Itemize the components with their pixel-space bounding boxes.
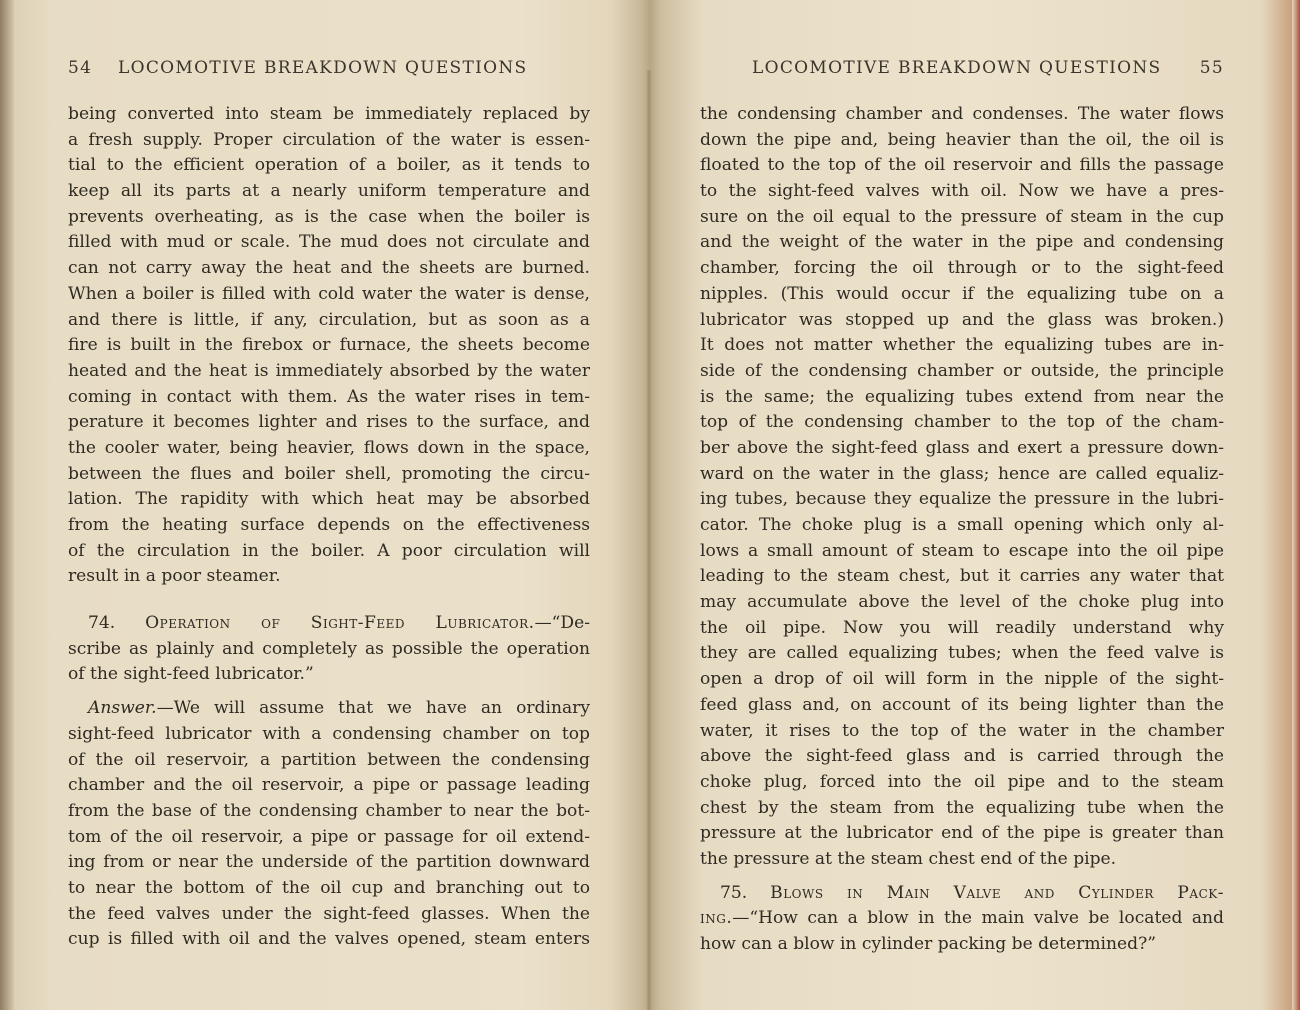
text-line: is the same; the equalizing tubes extend from near the — [700, 386, 1224, 407]
text-line: to near the bottom of the oil cup and branching out to — [68, 877, 590, 898]
right-page-edge — [1292, 0, 1300, 1010]
question-75-heading-end: ing. — [700, 908, 733, 929]
right-running-head: LOCOMOTIVE BREAKDOWN QUESTIONS — [752, 58, 1162, 78]
answer-first-line-rest: —We will assume that we have an ordinary — [156, 698, 590, 719]
text-line: filled with mud or scale. The mud does not circulate and — [68, 232, 590, 253]
question-75-heading: Blows in Main Valve and Cylinder Pack- — [770, 882, 1224, 903]
left-page — [68, 0, 590, 1010]
right-page-body — [700, 102, 1224, 958]
left-running-head: LOCOMOTIVE BREAKDOWN QUESTIONS — [118, 58, 528, 78]
answer-first-line — [68, 696, 590, 722]
text-line: open a drop of oil will form in the nipple of the sight- — [700, 669, 1224, 690]
text-line: the feed valves under the sight-feed glasses. When the — [68, 903, 590, 924]
text-line: floated to the top of the oil reservoir and fills the passage — [700, 155, 1224, 176]
question-74-heading: Operation of Sight-Feed Lubricator. — [145, 613, 535, 634]
left-running-header — [68, 58, 590, 84]
text-line: how can a blow in cylinder packing be determined?” — [700, 934, 1156, 954]
question-75-second-line — [700, 906, 1224, 932]
left-page-number: 54 — [68, 58, 93, 78]
text-line: from the base of the condensing chamber to near the bot- — [68, 800, 590, 821]
text-line: nipples. (This would occur if the equalizing tube on a — [700, 283, 1224, 304]
book-gutter — [646, 70, 652, 1010]
right-running-header — [700, 58, 1224, 84]
text-line: a fresh supply. Proper circulation of the water is essen- — [68, 129, 590, 150]
text-line: the condensing chamber and condenses. The water flows — [700, 104, 1224, 124]
right-paragraph-1 — [700, 102, 1224, 873]
text-line: tial to the efficient operation of a boiler, as it tends to — [68, 155, 590, 176]
text-line: feed glass and, on account of its being lighter than the — [700, 694, 1224, 715]
text-line: tom of the oil reservoir, a pipe or passage for oil extend- — [68, 826, 590, 847]
answer-label: Answer. — [88, 698, 157, 719]
question-74-number: 74. — [88, 613, 116, 634]
text-line: scribe as plainly and completely as possible the operation — [68, 638, 590, 659]
text-line: perature it becomes lighter and rises to the surface, and — [68, 412, 590, 433]
text-line: leading to the steam chest, but it carries any water that — [700, 566, 1224, 587]
text-line: ing tubes, because they equalize the pressure in the lubri- — [700, 489, 1224, 510]
question-75-heading-line — [700, 881, 1224, 907]
answer-74 — [68, 696, 590, 953]
question-75-question-start: —“How can a blow in the main valve be located and — [732, 908, 1224, 929]
question-74-heading-line — [68, 611, 590, 637]
text-line: top of the condensing chamber to the top of the cham- — [700, 412, 1224, 433]
text-line: ber above the sight-feed glass and exert a pressure down- — [700, 437, 1224, 458]
text-line: to the sight-feed valves with oil. Now we have a pres- — [700, 181, 1224, 202]
text-line: and there is little, if any, circulation, but as soon as a — [68, 309, 590, 330]
right-page — [700, 0, 1224, 1010]
text-line: sight-feed lubricator with a condensing chamber on top — [68, 723, 590, 744]
text-line: from the heating surface depends on the effectiveness — [68, 515, 590, 535]
text-line: of the circulation in the boiler. A poor circulation will — [68, 540, 590, 561]
text-line: keep all its parts at a nearly uniform temperature and — [68, 181, 590, 202]
text-line: pressure at the lubricator end of the pipe is greater than — [700, 823, 1224, 844]
text-line: ing from or near the underside of the partition downward — [68, 852, 590, 873]
text-line: they are called equalizing tubes; when the feed valve is — [700, 643, 1224, 664]
text-line: chamber, forcing the oil through or to the sight-feed — [700, 258, 1224, 279]
text-line: prevents overheating, as is the case when the boiler is — [68, 206, 590, 227]
text-line: side of the condensing chamber or outside, the principle — [700, 360, 1224, 381]
text-line: may accumulate above the level of the choke plug into — [700, 592, 1224, 613]
text-line: When a boiler is filled with cold water the water is dense, — [68, 283, 590, 304]
text-line: ward on the water in the glass; hence are called equaliz- — [700, 463, 1224, 484]
text-line: the oil pipe. Now you will readily understand why — [700, 617, 1224, 638]
text-line: the cooler water, being heavier, flows down in the space, — [68, 437, 590, 458]
text-line: above the sight-feed glass and is carried through the — [700, 746, 1224, 767]
text-line: fire is built in the firebox or furnace, the sheets become — [68, 335, 590, 356]
paragraph-gap — [700, 873, 1224, 881]
text-line: coming in contact with them. As the water rises in tem- — [68, 386, 590, 407]
left-page-edge — [0, 0, 14, 1010]
text-line: down the pipe and, being heavier than the oil, the oil is — [700, 129, 1224, 150]
text-line: lation. The rapidity with which heat may be absorbed — [68, 489, 590, 510]
text-line: of the oil reservoir, a partition between the condensing — [68, 749, 590, 770]
text-line: of the sight-feed lubricator.” — [68, 664, 314, 685]
text-line: heated and the heat is immediately absorbed by the water — [68, 360, 590, 381]
question-75 — [700, 881, 1224, 958]
text-line: can not carry away the heat and the sheets are burned. — [68, 258, 590, 279]
text-line: water, it rises to the top of the water in the chamber — [700, 720, 1224, 741]
text-line: between the flues and boiler shell, promoting the circu- — [68, 463, 590, 484]
text-line: sure on the oil equal to the pressure of steam in the cup — [700, 206, 1224, 227]
text-line: It does not matter whether the equalizing tubes are in- — [700, 335, 1224, 356]
text-line: chamber and the oil reservoir, a pipe or passage leading — [68, 775, 590, 796]
right-page-number: 55 — [1199, 58, 1224, 78]
question-74-question-start: —“De- — [534, 613, 590, 634]
paragraph-gap — [68, 688, 590, 696]
paragraph-gap — [68, 590, 590, 611]
text-line: cator. The choke plug is a small opening which only al- — [700, 515, 1224, 535]
question-75-number: 75. — [720, 882, 748, 903]
text-line: being converted into steam be immediately replaced by — [68, 104, 590, 124]
text-line: and the weight of the water in the pipe and condensing — [700, 232, 1224, 253]
text-line: choke plug, forced into the oil pipe and to the steam — [700, 771, 1224, 792]
text-line: lubricator was stopped up and the glass was broken.) — [700, 309, 1224, 330]
text-line: lows a small amount of steam to escape into the oil pipe — [700, 540, 1224, 561]
question-74 — [68, 611, 590, 688]
left-page-body — [68, 102, 590, 953]
text-line: the pressure at the steam chest end of the pipe. — [700, 848, 1117, 869]
text-line: cup is filled with oil and the valves opened, steam enters — [68, 929, 590, 950]
text-line: result in a poor steamer. — [68, 566, 281, 587]
text-line: chest by the steam from the equalizing tube when the — [700, 797, 1224, 818]
left-paragraph-1 — [68, 102, 590, 590]
